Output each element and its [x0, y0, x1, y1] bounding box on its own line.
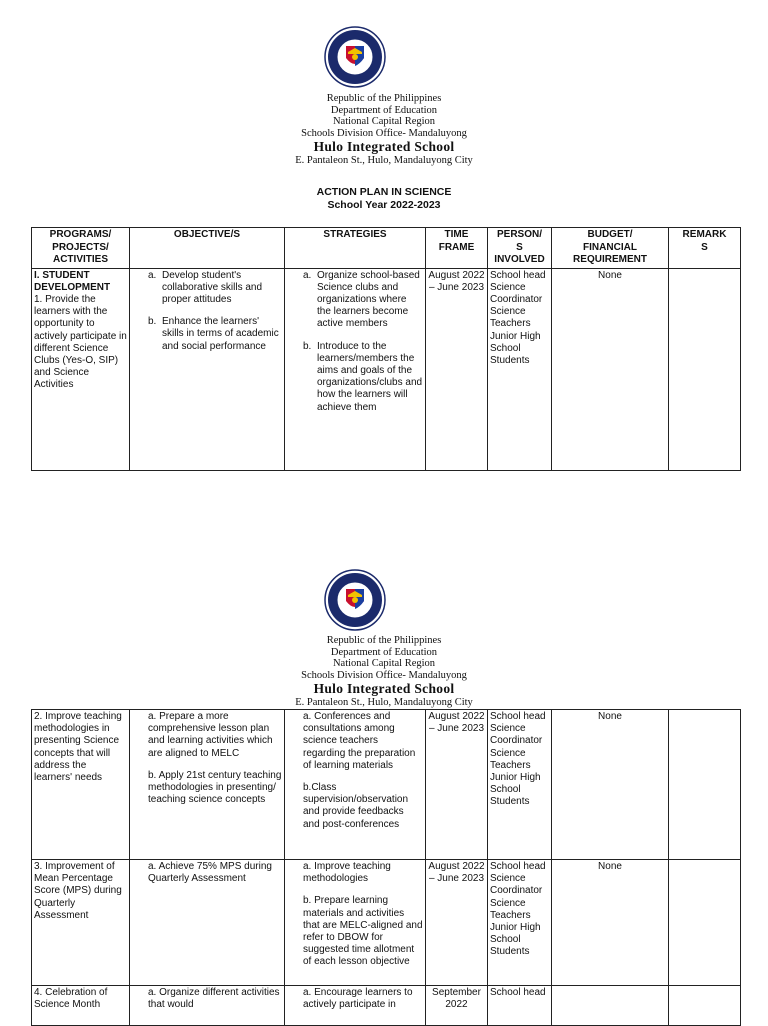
cell-strategies: [285, 710, 426, 860]
region-line: National Capital Region: [332, 658, 436, 669]
cell-time-frame: August 2022 – June 2023: [426, 860, 488, 986]
school-name: Hulo Integrated School: [313, 681, 455, 696]
cell-program: [32, 268, 130, 470]
letterhead: [0, 635, 768, 709]
region-line: National Capital Region: [332, 116, 436, 127]
objective-item: a. Develop student's collaborative skills and proper attitudes: [148, 269, 263, 305]
letterhead: [0, 93, 768, 167]
action-plan-table-page-2: [31, 709, 741, 1026]
cell-budget: [552, 986, 669, 1026]
header-programs: PROGRAMS/ PROJECTS/ ACTIVITIES: [32, 228, 130, 269]
objective-item: a. Achieve 75% MPS during Quarterly Assessment: [148, 861, 272, 885]
cell-persons: School head Science Coordinator Science Teachers Junior High School Students: [488, 710, 552, 860]
cell-remarks: [669, 710, 741, 860]
table-header-row: [32, 228, 741, 269]
republic-line: Republic of the Philippines: [326, 93, 442, 104]
division-line: Schools Division Office- Mandaluyong: [301, 669, 467, 681]
objective-item: a. Prepare a more comprehensive lesson plan and learning activities which are aligned to MELC: [148, 711, 273, 759]
strategy-item: b.Class supervision/observation and provide feedbacks and post-conferences: [303, 782, 409, 830]
cell-remarks: [669, 860, 741, 986]
table-row: [32, 710, 741, 860]
header-objectives: OBJECTIVE/S: [130, 228, 285, 269]
cell-budget: None: [552, 710, 669, 860]
table-row: [32, 986, 741, 1026]
strategy-item: b. Introduce to the learners/members the aims and goals of the organizations/clubs and how the learners will achieve them: [303, 340, 423, 413]
title-line-2: School Year 2022-2023: [327, 199, 441, 211]
strategy-item: a. Encourage learners to actively participate in: [303, 987, 413, 1011]
department-line: Department of Education: [330, 646, 438, 658]
cell-remarks: [669, 986, 741, 1026]
cell-persons: School head Science Coordinator Science Teachers Junior High School Students: [488, 268, 552, 470]
action-plan-table-page-1: [31, 227, 741, 471]
cell-objectives: [130, 986, 285, 1026]
cell-strategies: [285, 860, 426, 986]
cell-objectives: [130, 860, 285, 986]
objective-item: b. Enhance the learners' skills in terms of academic and social performance: [148, 316, 279, 352]
header-persons: PERSON/ S INVOLVED: [488, 228, 552, 269]
document-title: [0, 186, 768, 212]
division-line: Schools Division Office- Mandaluyong: [301, 127, 467, 139]
header-remarks: REMARK S: [669, 228, 741, 269]
strategy-item: b. Prepare learning materials and activities that are MELC-aligned and refer to DBOW for suggested time allotment of each lesson objective: [303, 895, 423, 968]
objective-item: b. Apply 21st century teaching methodologies in presenting/ teaching science concepts: [148, 769, 282, 806]
cell-objectives: [130, 710, 285, 860]
deped-seal-icon: [324, 26, 386, 88]
cell-time-frame: August 2022 – June 2023: [426, 710, 488, 860]
header-budget: BUDGET/ FINANCIAL REQUIREMENT: [552, 228, 669, 269]
table-row: [32, 860, 741, 986]
cell-persons: School head Science Coordinator Science Teachers Junior High School Students: [488, 860, 552, 986]
school-address: E. Pantaleon St., Hulo, Mandaluyong City: [295, 155, 473, 166]
department-line: Department of Education: [330, 104, 438, 116]
program-text: 1. Provide the learners with the opportunity to actively participate in different Science Clubs (Yes-O, SIP) and Science Activities: [34, 293, 127, 391]
cell-persons: School head: [488, 986, 552, 1026]
cell-time-frame: September 2022: [426, 986, 488, 1026]
school-address: E. Pantaleon St., Hulo, Mandaluyong City: [295, 697, 473, 708]
deped-seal-icon: [324, 569, 386, 631]
header-strategies: STRATEGIES: [285, 228, 426, 269]
cell-program: 3. Improvement of Mean Percentage Score (MPS) during Quarterly Assessment: [32, 860, 130, 986]
cell-time-frame: August 2022 – June 2023: [426, 268, 488, 470]
cell-program: 2. Improve teaching methodologies in presenting Science concepts that will address the learners' needs: [32, 710, 130, 860]
strategy-item: a. Conferences and consultations among science teachers regarding the preparation of learning materials: [303, 711, 416, 771]
table-row: [32, 268, 741, 470]
cell-budget: None: [552, 268, 669, 470]
cell-remarks: [669, 268, 741, 470]
cell-program: 4. Celebration of Science Month: [32, 986, 130, 1026]
section-title: I. STUDENT DEVELOPMENT: [34, 269, 111, 293]
cell-strategies: [285, 986, 426, 1026]
cell-strategies: [285, 268, 426, 470]
strategy-item: a. Improve teaching methodologies: [303, 861, 391, 885]
republic-line: Republic of the Philippines: [326, 635, 442, 646]
cell-budget: None: [552, 860, 669, 986]
strategy-item: a. Organize school-based Science clubs and organizations where the learners become active members: [303, 269, 420, 330]
objective-item: a. Organize different activities that would: [148, 987, 280, 1011]
school-name: Hulo Integrated School: [313, 139, 455, 154]
title-line-1: ACTION PLAN IN SCIENCE: [316, 186, 452, 198]
cell-objectives: [130, 268, 285, 470]
header-time-frame: TIME FRAME: [426, 228, 488, 269]
